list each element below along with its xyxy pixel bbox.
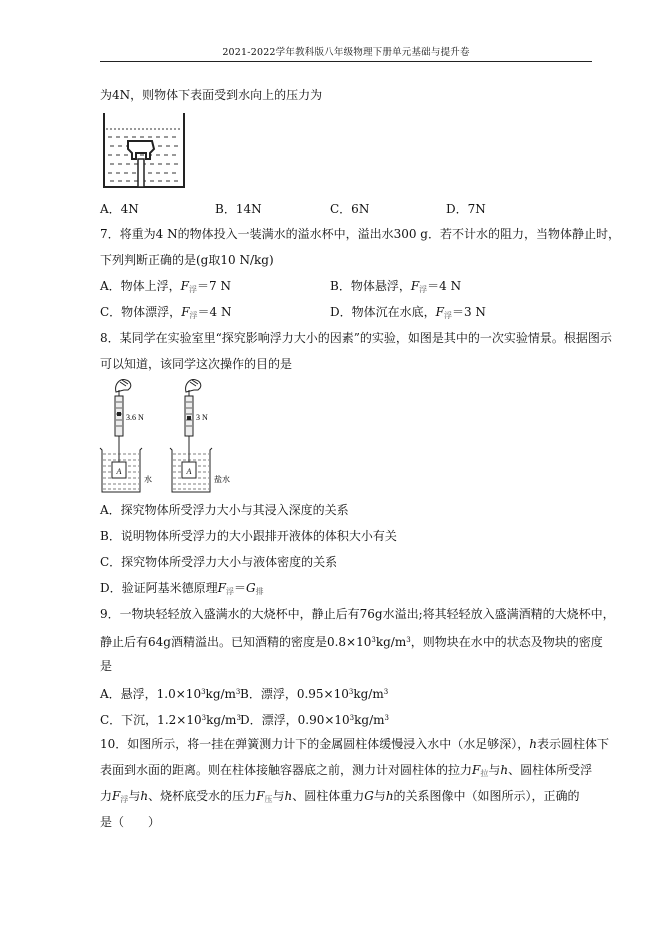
q10-stem-line1: 10．如图所示，将一挂在弹簧测力计下的金属圆柱体缓慢浸入水中（水足够深），h表示圆柱体下 [100, 737, 610, 751]
q7-option-c[interactable]: C．物体漂浮，$F_浮=4$ N [100, 305, 232, 320]
q8-block-1: A [116, 467, 122, 476]
q8-stem-line2: 可以知道，该同学这次操作的目的是 [100, 357, 293, 371]
q9-option-c[interactable]: C．下沉，$1.2\times 10^3kg/m^3$ [100, 713, 241, 727]
q10-stem-line3: 力$F_浮$与h、烧杯底受水的压力$F_压$与h、圆柱体重力G与h的关系图像中（如图所示），正确的 [100, 789, 580, 804]
q9-stem-line3: 是 [100, 659, 113, 673]
q7-stem-line2: 下列判断正确的是(g取10 N/kg) [100, 253, 274, 267]
q8-option-a[interactable]: A．探究物体所受浮力大小与其浸入深度的关系 [100, 503, 349, 517]
q6-stem-tail: 为4N，则物体下表面受到水向上的压力为 [100, 88, 323, 102]
page-header: 2021-2022学年教科版八年级物理下册单元基础与提升卷 [222, 47, 470, 58]
q6-option-c[interactable]: C．6N [330, 202, 370, 216]
q6-option-b[interactable]: B．14N [215, 202, 262, 216]
right-hand-icon [186, 380, 201, 396]
q7-stem-line1: 7．将重为4 N的物体投入一装满水的溢水杯中，溢出水300 g．若不计水的阻力，当物体静止时， [100, 227, 620, 241]
header-rule [100, 61, 592, 62]
q6-figure [102, 113, 188, 189]
q8-stem-line1: 8．某同学在实验室里“探究影响浮力大小的因素”的实验，如图是其中的一次实验情景。根据图示 [100, 331, 612, 345]
q6-option-d[interactable]: D．7N [446, 202, 486, 216]
q8-reading-2: 3 N [196, 413, 208, 422]
q8-option-d[interactable]: D．验证阿基米德原理$F_浮=G_排$ [100, 581, 264, 596]
q8-figure [96, 376, 246, 494]
q10-stem-line4: 是（ ） [100, 815, 161, 829]
q9-stem-line2: 静止后有64g酒精溢出。已知酒精的密度是$0.8\times 10^3kg/m^3$，则物块在水中的状态及物块的密度 [100, 635, 603, 649]
left-hand-icon [116, 380, 131, 396]
q7-option-b[interactable]: B．物体悬浮，$F_浮=4$ N [330, 279, 462, 294]
q8-liquid-2: 盐水 [214, 475, 230, 484]
q8-option-c[interactable]: C．探究物体所受浮力大小与液体密度的关系 [100, 555, 338, 569]
q9-option-a[interactable]: A．悬浮，$1.0\times 10^3kg/m^3$ [100, 687, 241, 701]
q9-option-b[interactable]: B．漂浮，$0.95\times 10^3kg/m^3$ [240, 687, 389, 701]
q7-option-a[interactable]: A．物体上浮，$F_浮=7$ N [100, 279, 231, 294]
q10-stem-line2: 表面到水面的距离。则在柱体接触容器底之前，测力计对圆柱体的拉力$F_拉$与h、圆柱体所受浮 [100, 763, 593, 778]
q9-stem-line1: 9．一物块轻轻放入盛满水的大烧杯中，静止后有76g水溢出;将其轻轻放入盛满酒精的大烧杯中， [100, 607, 615, 621]
q6-option-a[interactable]: A．4N [100, 202, 139, 216]
q7-option-d[interactable]: D．物体沉在水底，$F_浮=3$ N [330, 305, 486, 320]
q8-block-2: A [186, 467, 192, 476]
q8-option-b[interactable]: B．说明物体所受浮力的大小跟排开液体的体积大小有关 [100, 529, 397, 543]
q9-option-d[interactable]: D．漂浮，$0.90\times 10^3kg/m^3$ [240, 713, 389, 727]
q8-liquid-1: 水 [144, 475, 152, 484]
q8-reading-1: 3.6 N [126, 413, 144, 422]
